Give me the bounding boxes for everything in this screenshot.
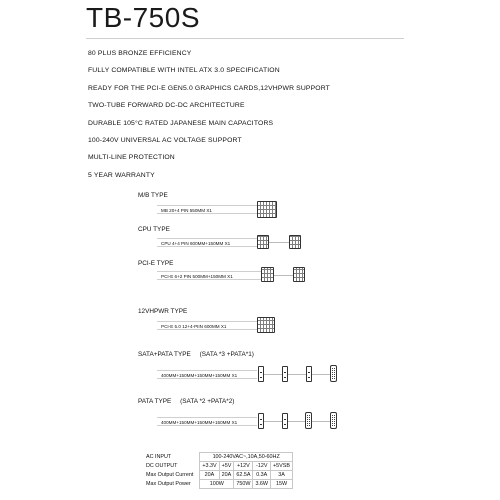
cpu-type-title: CPU TYPE — [138, 226, 170, 233]
table-cell: 3A — [271, 471, 293, 480]
product-title: TB-750S — [86, 2, 200, 33]
pata-type-title — [138, 398, 234, 405]
power-spec-table — [144, 452, 293, 489]
ac-input-value: 100-240VAC~,10A,50-60HZ — [200, 453, 293, 462]
table-cell: 20A — [219, 471, 234, 480]
table-cell: -12V — [253, 462, 271, 471]
feature-item: TWO-TUBE FORWARD DC-DC ARCHITECTURE — [88, 102, 245, 110]
sata-pata-cable-extension — [264, 374, 334, 375]
feature-item: FULLY COMPATIBLE WITH INTEL ATX 3.0 SPECIFICATION — [88, 67, 280, 75]
molex-connector-icon — [330, 365, 337, 382]
cpu-cable — [157, 238, 257, 247]
sata-pata-type-note: (SATA *3 +PATA*1) — [199, 351, 254, 358]
mb-24pin-connector-icon — [257, 201, 277, 218]
table-row — [144, 480, 292, 489]
pcie-cable — [157, 271, 261, 280]
cpu-connector-icon — [257, 235, 269, 249]
cpu-connector-icon — [289, 235, 301, 249]
sata-connector-icon — [306, 366, 312, 382]
feature-item: DURABLE 105°C RATED JAPANESE MAIN CAPACITORS — [88, 119, 274, 127]
12vhpwr-type-title: 12VHPWR TYPE — [138, 308, 188, 315]
pcie-connector-icon — [293, 267, 305, 282]
table-cell: +12V — [234, 462, 253, 471]
molex-connector-icon — [330, 412, 337, 429]
sata-connector-icon — [282, 413, 288, 429]
table-cell: 20A — [200, 471, 219, 480]
sata-pata-type-name: SATA+PATA TYPE — [138, 351, 191, 358]
mb-cable — [157, 205, 257, 214]
table-row — [144, 453, 292, 462]
ac-input-label: AC INPUT — [146, 454, 172, 460]
pata-cable-label: 400MM+150MM+150MM+150MM X1 — [161, 420, 238, 425]
pata-cable-extension — [264, 421, 334, 422]
table-row — [144, 471, 292, 480]
12vhpwr-connector-icon — [257, 317, 275, 333]
table-cell: 3.6W — [253, 480, 271, 489]
table-cell: 62.5A — [234, 471, 253, 480]
molex-connector-icon — [305, 412, 312, 429]
sata-pata-cable-label: 400MM+150MM+150MM+150MM X1 — [161, 373, 238, 378]
table-cell: +5V — [219, 462, 234, 471]
feature-item: READY FOR THE PCI-E GEN5.0 GRAPHICS CARDS,12VHPWR SUPPORT — [88, 84, 330, 92]
pcie-cable-label: PCI-E 6+2 PIN 500MM+150MM X1 — [161, 274, 233, 279]
mb-cable-label: MB 20+4 PIN 550MM X1 — [161, 208, 212, 213]
feature-item: 100-240V UNIVERSAL AC VOLTAGE SUPPORT — [88, 137, 242, 145]
12vhpwr-cable-label: PCI-E 5.0 12+4-PIIN 600MM X1 — [161, 324, 227, 329]
pcie-cable-extension — [274, 275, 293, 276]
table-cell: 0.3A — [253, 471, 271, 480]
dc-output-label: DC OUTPUT — [146, 463, 178, 469]
table-cell: 15W — [271, 480, 293, 489]
title-divider — [86, 38, 404, 39]
feature-item: 5 YEAR WARRANTY — [88, 171, 155, 179]
cpu-cable-extension — [269, 242, 289, 243]
table-cell: 750W — [234, 480, 253, 489]
pcie-connector-icon — [261, 267, 274, 282]
table-cell: 100W — [200, 480, 234, 489]
max-power-label: Max Output Power — [146, 481, 191, 487]
mb-type-title: M/B TYPE — [138, 192, 168, 199]
feature-list — [88, 45, 330, 184]
pata-cable — [157, 417, 257, 426]
sata-pata-cable — [157, 370, 257, 379]
pcie-type-title: PCI-E TYPE — [138, 260, 174, 267]
pata-type-note: (SATA *2 +PATA*2) — [180, 398, 235, 405]
feature-item: MULTI-LINE PROTECTION — [88, 154, 175, 162]
sata-pata-type-title — [138, 351, 254, 358]
cpu-cable-label: CPU 4+4 PIN 600MM+150MM X1 — [161, 241, 231, 246]
sata-connector-icon — [282, 366, 288, 382]
12vhpwr-cable — [157, 321, 257, 330]
table-row — [144, 462, 292, 471]
feature-item: 80 PLUS BRONZE EFFICIENCY — [88, 50, 192, 57]
table-cell: +5VSB — [271, 462, 293, 471]
table-cell: +3.3V — [200, 462, 219, 471]
pata-type-name: PATA TYPE — [138, 398, 172, 405]
max-current-label: Max Output Current — [146, 472, 194, 478]
